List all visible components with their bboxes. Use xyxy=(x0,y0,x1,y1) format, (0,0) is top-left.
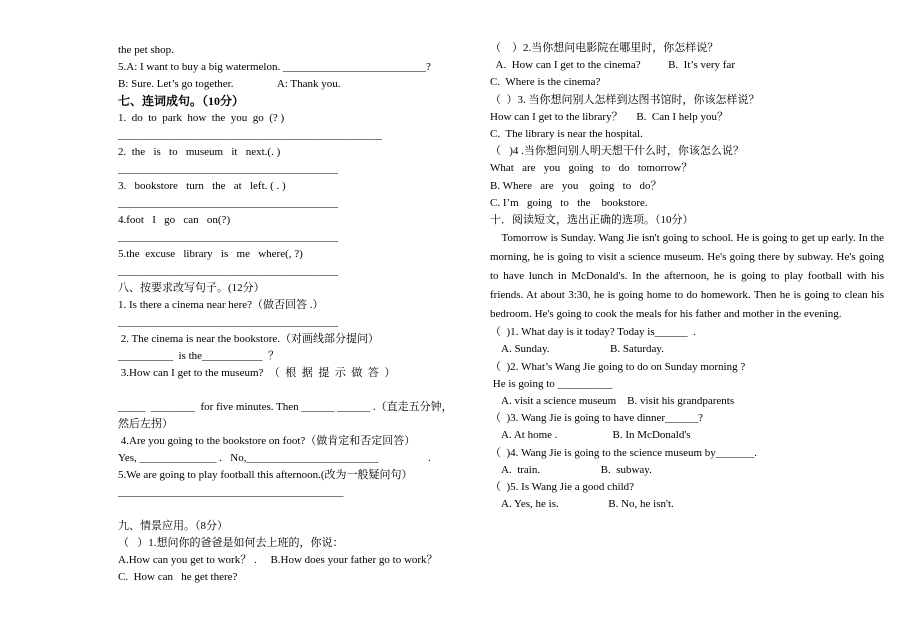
text-line: What are you going to do tomorrow？ xyxy=(490,162,693,175)
text-line: 4.Are you going to the bookstore on foot?（做肯定和否定回答） xyxy=(118,435,416,447)
text-line: 5.the excuse library is me where(, ?) xyxy=(118,248,303,260)
section-heading-eight: 八、按要求改写句子。(12分） xyxy=(118,282,265,294)
section-heading-nine: 九、情景应用。（8分） xyxy=(118,520,228,532)
text-line: （ ）2.当你想问电影院在哪里时，你怎样说？ xyxy=(490,42,719,54)
text-line: 1. do to park how the you go (? ) xyxy=(118,112,285,124)
text-line: 1. Is there a cinema near here?（做否回答 .） xyxy=(118,299,324,311)
text-line: A. train. B. subway. xyxy=(490,463,652,476)
text-line xyxy=(118,382,482,399)
text-line: C. I’m going to the bookstore. xyxy=(490,196,648,209)
text-line: _____ ________ for five minutes. Then ______ ______ .（直走五分钟， xyxy=(118,401,453,413)
text-line: （ )2. What’s Wang Jie going to do on Sunday morning ? xyxy=(490,360,746,373)
text-line: 然后左拐） xyxy=(118,418,173,430)
text-line: ________________________________________________ xyxy=(118,129,382,141)
text-line: （ )4. Wang Jie is going to the science museum by_______. xyxy=(490,446,758,459)
text-line: （ ）3. 当你想问别人怎样到达图书馆时，你该怎样说？ xyxy=(490,93,760,106)
text-line: A. Sunday. B. Saturday. xyxy=(490,343,664,356)
text-line: C. How can he get there? xyxy=(118,571,238,583)
text-line: C. Where is the cinema? xyxy=(490,76,601,89)
text-line: B. Where are you going to do？ xyxy=(490,179,662,192)
text-line: How can I get to the library？ B. Can I help you？ xyxy=(490,110,728,123)
text-line: A.How can you get to work？ . B.How does your father go to work？ xyxy=(118,554,438,566)
text-line: 3. bookstore turn the at left. ( . ) xyxy=(118,180,286,192)
text-line: ________________________________________ xyxy=(118,231,338,243)
text-line: He is going to __________ xyxy=(490,377,613,390)
text-line: （ )4 .当你想问别人明天想干什么时，你该怎么说？ xyxy=(490,145,744,158)
text-line: _________________________________________ xyxy=(118,486,344,498)
right-column xyxy=(490,40,887,513)
text-line: ________________________________________ xyxy=(118,265,338,277)
text-line xyxy=(118,501,482,518)
text-line: the pet shop. xyxy=(118,44,174,56)
text-line: （ ）1.想问你的爸爸是如何去上班的，你说： xyxy=(118,537,344,549)
text-line: 2. The cinema is near the bookstore.（对画线部分提问） xyxy=(118,333,379,345)
text-line: __________ is the___________ ？ xyxy=(118,350,280,362)
text-line: 5.A: I want to buy a big watermelon. __________________________? xyxy=(118,61,431,73)
text-line: ________________________________________ xyxy=(118,197,338,209)
left-column xyxy=(118,42,482,586)
text-line: Yes, ______________ . No,________________________ . xyxy=(118,452,431,464)
section-heading-seven: 七、连词成句。（10分） xyxy=(118,94,245,108)
text-line: 2. the is to museum it next.(. ) xyxy=(118,146,281,158)
text-line: （ )3. Wang Jie is going to have dinner______? xyxy=(490,412,703,425)
text-line: B: Sure. Let’s go together. A: Thank you. xyxy=(118,78,341,90)
text-line: ________________________________________ xyxy=(118,163,338,175)
text-line: 5.We are going to play football this afternoon.(改为一般疑问句） xyxy=(118,469,413,481)
text-line: 3.How can I get to the museum? （ 根 据 提 示 做 答 ） xyxy=(118,367,396,379)
text-line: A. How can I get to the cinema? B. It’s very far xyxy=(490,59,735,72)
text-line: 4.foot I go can on(?) xyxy=(118,214,231,226)
text-line: ________________________________________ xyxy=(118,316,338,328)
text-line: （ )1. What day is it today? Today is______ . xyxy=(490,326,696,339)
section-heading-ten: 十．阅读短文，选出正确的选项。（10分） xyxy=(490,214,694,227)
text-line: C. The library is near the hospital. xyxy=(490,128,643,141)
text-line: （ )5. Is Wang Jie a good child? xyxy=(490,481,635,494)
text-line: A. visit a science museum B. visit his grandparents xyxy=(490,395,735,408)
text-line: A. Yes, he is. B. No, he isn't. xyxy=(490,498,674,511)
reading-passage: Tomorrow is Sunday. Wang Jie isn't going to school. He is going to get up early. In the morning, he is going to visit a science museum. He's going there by subway. He's going to have lunch in McDonald's. In the afternoon, he is going to play football with his friends. At about 3:30, he is going home to do homework. Then he is going to clean his bedroom. He's going to cook the meals for his father and mother in the evening. xyxy=(490,232,887,321)
text-line: A. At home . B. In McDonald's xyxy=(490,429,691,442)
